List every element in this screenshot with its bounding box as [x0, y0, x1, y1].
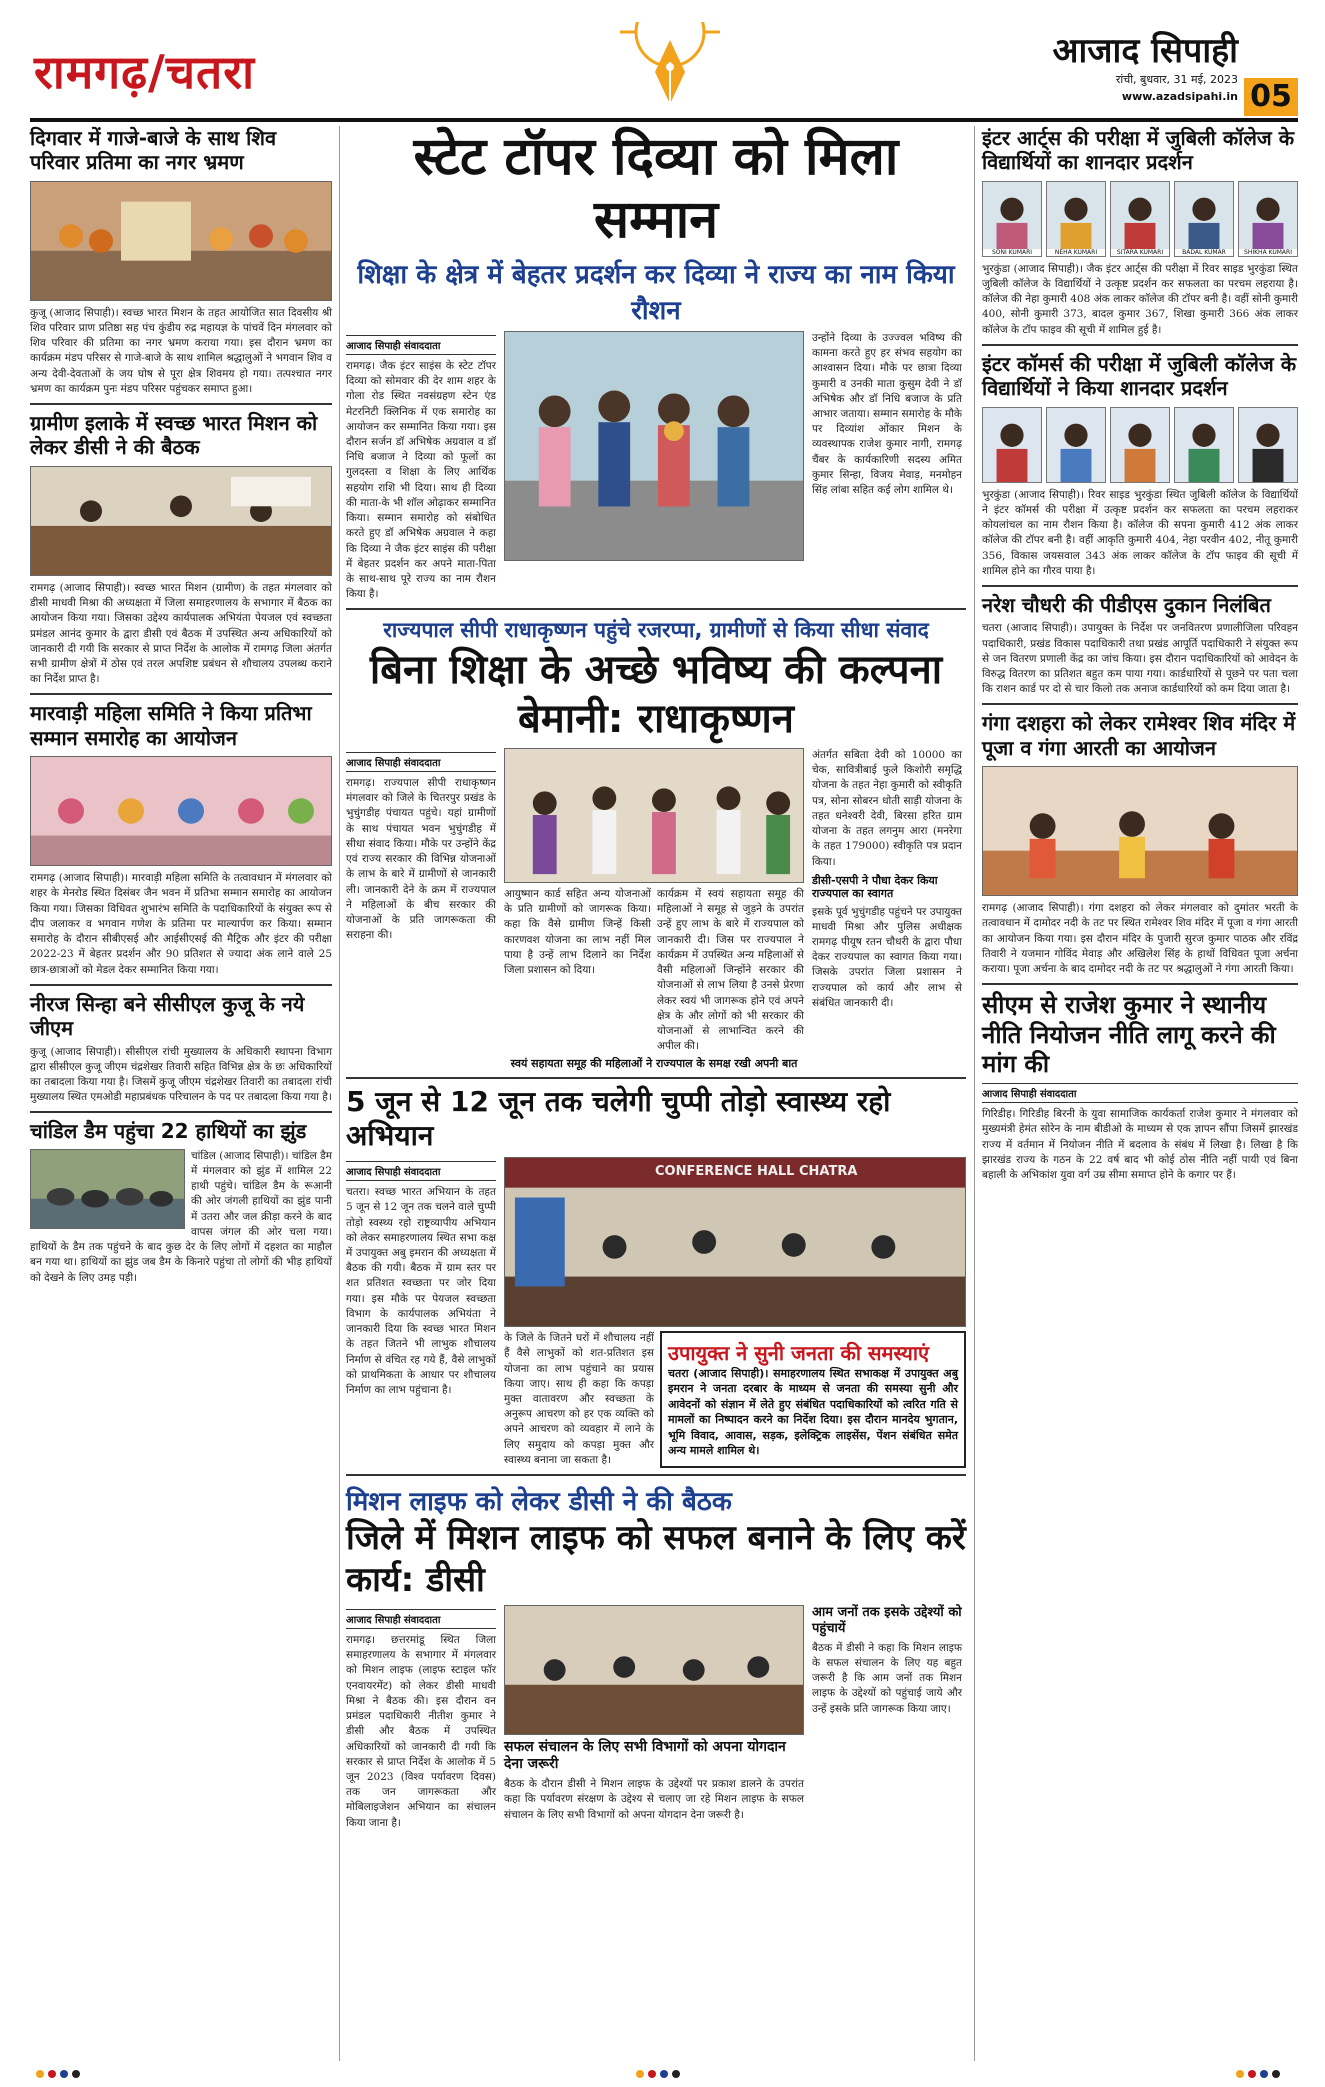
article-body: बैठक में डीसी ने कहा कि मिशन लाइफ के सफल संचालन के लिए यह बहुत जरूरी है कि आम जनों तक मिशन लाइफ के उद्देश्यों को पहुंचाई जाये और उन्हें इसके प्रति जागरूक किया जाए।	[812, 1641, 962, 1715]
boxed-headline: उपायुक्त ने सुनी जनता की समस्याएं	[668, 1341, 930, 1366]
article-headline: इंटर आर्ट्स की परीक्षा में जुबिली कॉलेज के विद्यार्थियों का शानदार प्रदर्शन	[982, 126, 1295, 175]
right-column	[982, 126, 1298, 1183]
divider	[30, 693, 332, 695]
divider	[30, 403, 332, 405]
byline: आजाद सिपाही संवाददाता	[982, 1083, 1298, 1103]
column-divider	[974, 126, 975, 2061]
divider	[30, 984, 332, 986]
student-photo	[1046, 407, 1106, 483]
middle-column	[346, 126, 966, 1831]
section-title: रामगढ़/चतरा	[34, 45, 255, 99]
footer-color-strip	[0, 2065, 1325, 2077]
divider	[30, 1111, 332, 1113]
lead-headline: स्टेट टॉपर दिव्या को मिला सम्मान	[413, 127, 899, 251]
divider	[982, 983, 1298, 985]
divider	[982, 703, 1298, 705]
student-photo	[1174, 407, 1234, 483]
article-body: इसके पूर्व भुचुंगडीह पहुंचने पर उपायुक्त माधवी मिश्रा और पुलिस अधीक्षक रामगढ़ पीयूष रतन चौधरी के द्वारा पौधा देकर राज्यपाल का स्वागत किया गया। जिसके उपरांत जिला प्रशासन ने राज्यपाल को कार्य और लाभ से संबंधित जानकारी दी।	[812, 905, 962, 1009]
article-subheadline: डीसी-एसपी ने पौधा देकर किया राज्यपाल का स्वागत	[812, 873, 938, 901]
boxed-story	[660, 1331, 966, 1468]
article-headline: नरेश चौधरी की पीडीएस दुकान निलंबित	[982, 592, 1271, 617]
divider	[982, 585, 1298, 587]
divider	[346, 1474, 966, 1476]
felicitation-photo	[30, 756, 332, 866]
column-divider	[339, 126, 340, 2061]
article-subheadline: स्वयं सहायता समूह की महिलाओं ने राज्यपाल के समक्ष रखी अपनी बात	[510, 1057, 798, 1071]
byline: आजाद सिपाही संवाददाता	[346, 752, 496, 772]
article-body: रामगढ़। छत्तरमांडू स्थित जिला समाहरणालय के सभागार में मंगलवार को मिशन लाइफ (लाइफ स्टाइल फॉर एनवायरमेंट) को लेकर डीसी माधवी मिश्रा ने बैठक की। इस दौरान वन प्रमंडल पदाधिकारी नीतीश कुमार ने डीसी और बैठक में उपस्थित अधिकारियों को जानकारी दी गयी कि सरकार से प्राप्त निर्देश के आलोक में 5 जून 2023 (विश्व पर्यावरण दिवस) तक जन जागरूकता और मोबिलाइजेशन अभियान का संचालन किया जाना है।	[346, 1634, 496, 1829]
article-body: कुजू (आजाद सिपाही)। सीसीएल रांची मुख्यालय के अधिकारी स्थापना विभाग द्वारा सीसीएल कुजू जीएम चंद्रशेखर तिवारी सहित विभिन्न क्षेत्र के छः अधिकारियों का तबादला किया गया है। जिसमें कुजू जीएम चंद्रशेखर तिवारी का तबादला रांची मुख्यालय स्थित एमओडी महाप्रबंधक परिचालन के पद पर तबादला किया गया है।	[30, 1045, 332, 1104]
article-headline: सीएम से राजेश कुमार ने स्थानीय नीति नियोजन नीति लागू करने की मांग की	[982, 991, 1276, 1078]
article-body: कुजू (आजाद सिपाही)। स्वच्छ भारत मिशन के तहत आयोजित सात दिवसीय श्री शिव परिवार प्राण प्रतिष्ठा सह पंच कुंडीय रुद्र महायज्ञ के पांचवें दिन मंगलवार को शिव परिवार की प्रतिमा का नगर भ्रमण कराया गया। इस दौरान भ्रमण का कार्यक्रम मंडप परिसर से गाजे-बाजे के साथ शामिल श्रद्धालुओं ने भगवान शिव व अन्य देवी-देवताओं के जय घोष से पूरा क्षेत्र शिवमय हो गया। तत्पश्चात नगर भ्रमण का कार्यक्रम पुनः मंडप परिसर पहुंचकर समाप्त हुआ।	[30, 306, 332, 395]
article-headline: बिना शिक्षा के अच्छे भविष्य की कल्पना बेमानी: राधाकृष्णन	[369, 647, 943, 743]
kicker: मिशन लाइफ को लेकर डीसी ने की बैठक	[346, 1487, 732, 1518]
article-body: रामगढ़। राज्यपाल सीपी राधाकृष्णन मंगलवार को जिले के चितरपुर प्रखंड के भुचुंगडीह पंचायत पहुंचे। यहां ग्रामीणों के साथ पंचायत भवन भुचुंगडीह में सीधा संवाद किया। मौके पर उन्होंने केंद्र एवं राज्य सरकार की विभिन्न योजनाओं के लाभ के बारे में ग्रामीणों से जानकारी ली। जानकारी देने के क्रम में राज्यपाल ने महिलाओं के बीच सरकार की योजनाओं के प्रति जागरूकता की सराहना की।	[346, 776, 496, 942]
article-headline: जिले में मिशन लाइफ को सफल बनाने के लिए करें कार्य: डीसी	[346, 1518, 966, 1600]
website: www.azadsipahi.in	[1121, 90, 1238, 103]
article-body: रामगढ़ (आजाद सिपाही)। गंगा दशहरा को लेकर मंगलवार को दुमांतर भरती के तत्वावधान में दामोदर नदी के तट पर स्थित रामेश्वर शिव मंदिर में पूजा व गंगा आरती का आयोजन किया गया। इस दौरान मंदिर के पुजारी सुरज कुमार पाठक और रविंद्र तिवारी ने यजमान गोविंद मेवाड़ और अखिलेश सिंह के हाथों विधिवत पूजा अर्चना कराया। पूजा अर्चना के बाद दामोदर नदी के तट पर श्रद्धालुओं ने गंगा आरती किया।	[982, 902, 1298, 976]
article-subheadline: सफल संचालन के लिए सभी विभागों को अपना योगदान देना जरूरी	[504, 1739, 786, 1773]
article-headline: गंगा दशहरा को लेकर रामेश्वर शिव मंदिर में पूजा व गंगा आरती का आयोजन	[982, 711, 1296, 760]
article-body: भुरकुंडा (आजाद सिपाही)। रिवर साइड भुरकुंडा स्थित जुबिली कॉलेज के विद्यार्थियों ने इंटर कॉमर्स की परीक्षा में उत्कृष्ट प्रदर्शन कर सफलता का परचम लहराकर कोयलांचल का नाम रौशन किया है। कॉलेज की सपना कुमारी 412 अंक लाकर कॉलेज की टॉपर बनी है। वहीं आकृति कुमारी 404, नेहा परवीन 402, नीतू कुमारी 356, विकास जयसवाल 343 अंक लाकर कॉलेज के टॉप फाइव की सूची में शामिल होने का गौरव पाया है।	[982, 488, 1298, 577]
article-headline: 5 जून से 12 जून तक चलेगी चुप्पी तोड़ो स्वास्थ्य रहो अभियान	[346, 1084, 891, 1152]
article-body: चतरा (आजाद सिपाही)। उपायुक्त के निर्देश पर जनवितरण प्रणालीजिला परिवहन पदाधिकारी, प्रखंड विकास पदाधिकारी तथा प्रखंड आपूर्ति पदाधिकारी ने संयुक्त रूप से जन वितरण प्रणाली केंद्र का जांच किया। इस दौरान पदाधिकारियों को आवेदन के विरुद्ध वितरण का प्रतिशत बहुत कम पाया गया। कार्डधारियों से पूछने पर पता चला कि राशन कार्ड पर दो से चार किलो तक अनाज कार्डधारियों को कम दिया जाता है।	[982, 622, 1298, 696]
procession-photo	[30, 181, 332, 301]
article-headline: ग्रामीण इलाके में स्वच्छ भारत मिशन को लेकर डीसी ने की बैठक	[30, 411, 318, 460]
elephants-photo	[30, 1149, 185, 1229]
governor-photo	[504, 748, 804, 883]
student-photo: SONI KUMARI	[982, 181, 1042, 257]
article-body: कार्यक्रम में स्वयं सहायता समूह की महिलाओं ने समूह से जुड़ने के उपरांत उन्हें हुए लाभ के बारे में राज्यपाल को जानकारी दी। जिस पर राज्यपाल ने कार्यक्रम में उपस्थित अन्य महिलाओं से वैसी महिलाओं जिन्होंने सरकार की योजनाओं से लाभ लिया है उनसे प्रेरणा लेकर स्वयं भी जागरूक होने एवं अपने क्षेत्र के और लोगों को भी सरकार की योजनाओं से लाभान्वित करने की अपील की।	[657, 887, 804, 1053]
divider	[982, 344, 1298, 346]
page-number: 05	[1244, 78, 1298, 116]
dateline: रांची, बुधवार, 31 मई, 2023	[1115, 73, 1238, 86]
kicker: राज्यपाल सीपी राधाकृष्णन पहुंचे रजरप्पा, ग्रामीणों से किया सीधा संवाद	[383, 618, 929, 643]
article-body: चतरा। स्वच्छ भारत अभियान के तहत 5 जून से 12 जून तक चलने वाले चुप्पी तोड़ो स्वस्थ्य रहो राष्ट्रव्यापीय अभियान को लेकर समाहरणालय स्थित सभा कक्ष में उपायुक्त अबु इमरान की अध्यक्षता में बैठक की गयी। बैठक में ग्राम स्तर पर शत प्रतिशत स्वच्छता पर जोर दिया गया। इस मौके पर पेयजल स्वच्छता विभाग के कार्यपालक अभियंता ने जानकारी दिया कि स्वच्छ भारत मिशन के तहत जितने भी लाभुक शौचालय निर्माण से वंचित रह गये हैं, वैसे लाभुकों को प्राथमिकता के आधार पर शौचालय निर्माण का लाभ पहुंचाना है।	[346, 1186, 496, 1396]
student-photo: SHIKHA KUMARI	[1238, 181, 1298, 257]
mission-life-meeting-photo	[504, 1605, 804, 1735]
conference-hall-photo	[504, 1157, 966, 1327]
article-headline: दिगवार में गाजे-बाजे के साथ शिव परिवार प्रतिमा का नगर भ्रमण	[30, 126, 277, 175]
boxed-body: चतरा (आजाद सिपाही)। समाहरणालय स्थित सभाकक्ष में उपायुक्त अबु इमरान ने जनता दरबार के माध्यम से जनता की समस्या सुनी और आवेदनों को संज्ञान में लेते हुए संबंधित पदाधिकारियों को त्वरित गति से मामलों का निष्पादन करने का निर्देश दिया। इस दौरान मानदेय भुगतान, भूमि विवाद, आवास, सड़क, इलेक्ट्रिक लाइसेंस, पेंशन संबंधित समेत अन्य मामले शामिल थे।	[668, 1367, 958, 1458]
student-photos	[982, 407, 1298, 483]
student-photo	[982, 407, 1042, 483]
photo-banner: CONFERENCE HALL CHATRA	[655, 1164, 858, 1180]
student-photo	[1110, 407, 1170, 483]
student-photos	[982, 181, 1298, 257]
article-body: गिरिडीह। गिरिडीह बिरनी के युवा सामाजिक कार्यकर्ता राजेश कुमार ने मंगलवार को मुख्यमंत्री हेमंत सोरेन के नाम बीडीओ के माध्यम से एक ज्ञापन सौंपा जिसमें झारखंड राज्य में वर्तमान में नियोजन नीति में बदलाव के संबंध में लिखा है। लिखा है कि झारखंड राज्य के गठन के 22 वर्ष बाद भी कोई ठोस नीति नहीं पायी एवं बिना बहाली के अभिकांश युवा वर्ग उम्र सीमा समाप्त होने के कगार पर हैं।	[982, 1108, 1298, 1181]
student-photo: NEHA KUMARI	[1046, 181, 1106, 257]
newspaper-brand: आजाद सिपाही	[1052, 31, 1238, 71]
article-body: के जिले के जितने घरों में शौचालय नहीं हैं वैसे लाभुकों को शत-प्रतिशत इस योजना का लाभ पहुंचाने का प्रयास किया जाए। साथ ही कहा कि कपड़ा मुक्त वातावरण और स्वच्छता के अनुरूप आचरण को हर एक व्यक्ति को अपने आचरण को व्यवहार में लाने के लिए समुदाय को कपड़ा मुक्त और स्वास्थ्य बनाना जा सकता है।	[504, 1332, 654, 1466]
article-body: उन्होंने दिव्या के उज्ज्वल भविष्य की कामना करते हुए हर संभव सहयोग का आश्वासन दिया। मौके पर छात्रा दिव्या कुमारी व उनकी माता कुसुम देवी ने डॉ अभिषेक और डॉ निधि बजाज के प्रति आभार जताया। सम्मान समारोह के मौके पर दिव्यांश ओंकार मिशन के व्यवस्थापक राजेश कुमार नागी, रामगढ़ चैंबर के कार्यकारिणी सदस्य अमित कुमार सिन्हा, विजय मेवाड़, मनमोहन सिंह लांबा सहित कई लोग शामिल थे।	[812, 331, 962, 497]
article-body: भुरकुंडा (आजाद सिपाही)। जैक इंटर आर्ट्स की परीक्षा में रिवर साइड भुरकुंडा स्थित जुबिली कॉलेज के विद्यार्थियों ने उत्कृष्ट प्रदर्शन कर सफलता का परचम लहराया है। कॉलेज की नेहा कुमारी 408 अंक लाकर कॉलेज की टॉपर बनी है। वहीं सोनी कुमारी 400, सोनी कुमारी 373, बादल कुमार 367, शिखा कुमारी 366 अंक लाकर कॉलेज के टॉप फाइव की सूची में शामिल हुई है।	[982, 262, 1298, 336]
article-body: आयुष्मान कार्ड सहित अन्य योजनाओं के प्रति ग्रामीणों को जागरूक किया। कहा कि वैसे ग्रामीण जिन्हें किसी कारणवश योजना का लाभ नहीं मिल पाया है उन्हें लाभ दिलाने का निर्देश जिला प्रशासन को दिया।	[504, 887, 651, 977]
student-photo: BADAL KUMAR	[1174, 181, 1234, 257]
article-headline: मारवाड़ी महिला समिति ने किया प्रतिभा सम्मान समारोह का आयोजन	[30, 701, 312, 750]
article-headline: चांडिल डैम पहुंचा 22 हाथियों का झुंड	[30, 1119, 307, 1144]
article-body: रामगढ़ (आजाद सिपाही)। मारवाड़ी महिला समिति के तत्वावधान में मंगलवार को शहर के मेनरोड स्थित दिसंबर जैन भवन में प्रतिभा सम्मान समारोह का आयोजन किया गया। जिसका विधिवत शुभारंभ समिति के पदाधिकारियों के संयुक्त रूप से दीप जलाकर व भगवान गणेश के प्रतिमा पर माल्यार्पण कर किया। सम्मान समारोह के दौरान सीबीएसई और आईसीएसई की मैट्रिक और इंटर की परीक्षा 2022-23 में बेहतर प्रदर्शन और 90 प्रतिशत से ज्यादा अंक लाने वाले 25 छात्र-छात्राओं को मेडल देकर सम्मानित किया गया।	[30, 872, 332, 976]
article-body: चांडिल (आजाद सिपाही)। चांडिल डैम में मंगलवार को झुंड में शामिल 22 हाथी पहुंचे। चांडिल डैम के रूआनी की ओर जंगली हाथियों का झुंड पानी में उतरा और जल क्रीड़ा करने के बाद वापस जंगल की ओर चला गया। हाथियों के डैम तक पहुंचने के बाद कुछ देर के लिए लोगों में दहशत का माहौल बन गया था। हाथियों का झुंड जब डैम के किनारे पहुंचा तो लोगों की भीड़ हाथियों को देखने के लिए उमड़ पड़ी।	[30, 1149, 332, 1284]
byline: आजाद सिपाही संवाददाता	[346, 335, 496, 355]
article-body: अंतर्गत सबिता देवी को 10000 का चेक, सावित्रीबाई फुले किशोरी समृद्धि योजना के तहत नेहा कुमारी को स्वीकृति पत्र, सोना सोबरन धोती साड़ी योजना के तहत धनेश्वरी देवी, बिरसा हरित ग्राम योजना के तहत लगनुम आरा (मनरेगा के तहत 179000) स्वीकृति पत्र प्रदान किया।	[812, 748, 962, 868]
student-photo: SITARA KUMARI	[1110, 181, 1170, 257]
masthead-rule	[30, 118, 1298, 122]
left-column	[30, 126, 332, 1286]
meeting-photo	[30, 466, 332, 576]
divider	[346, 1077, 966, 1079]
pen-nib-logo-icon	[615, 22, 725, 117]
article-headline: नीरज सिन्हा बने सीसीएल कुजू के नये जीएम	[30, 991, 305, 1041]
masthead	[30, 22, 1298, 117]
article-body: रामगढ़। जैक इंटर साइंस के स्टेट टॉपर दिव्या को सोमवार की देर शाम शहर के गोला रोड स्थित नवसंग्रहण स्टेन एंड मेटरनिटी क्लिनिक में एक समारोह का आयोजन कर सम्मानित किया गया। इस दौरान सर्जन डॉ अभिषेक अग्रवाल व डॉ निधि बजाज ने दिव्या को फूलों का गुलदस्ता व शिक्षा के लिए आर्थिक सहयोग राशि भी दिया। साथ ही दिव्या की माता-के भी शॉल ओढ़ाकर सम्मानित किया। सम्मान समारोह को संबोधित करते हुए डॉ अभिषेक अग्रवाल ने कहा कि दिव्या ने जैक इंटर साइंस की परीक्षा में बेहतर प्रदर्शन कर अपने माता-पिता के साथ-साथ पूरे राज्य का नाम रौशन किया है।	[346, 359, 496, 601]
article-headline: इंटर कॉमर्स की परीक्षा में जुबिली कॉलेज के विद्यार्थियों ने किया शानदार प्रदर्शन	[982, 351, 1297, 401]
award-photo	[504, 331, 804, 561]
article-body: बैठक के दौरान डीसी ने मिशन लाइफ के उद्देश्यों पर प्रकाश डालने के उपरांत कहा कि पर्यावरण संरक्षण के उद्देश्य से चलाए जा रहे मिशन लाइफ के सफल संचालन के लिए सभी विभागों को अपना योगदान देना जरूरी है।	[504, 1778, 804, 1821]
byline: आजाद सिपाही संवाददाता	[346, 1161, 496, 1181]
divider	[346, 608, 966, 610]
ganga-aarti-photo	[982, 766, 1298, 896]
byline: आजाद सिपाही संवाददाता	[346, 1609, 496, 1629]
lead-subheadline: शिक्षा के क्षेत्र में बेहतर प्रदर्शन कर दिव्या ने राज्य का नाम किया रौशन	[357, 259, 955, 326]
article-subheadline: आम जनों तक इसके उद्देश्यों को पहुंचायें	[812, 1605, 962, 1636]
student-photo	[1238, 407, 1298, 483]
article-body: रामगढ़ (आजाद सिपाही)। स्वच्छ भारत मिशन (ग्रामीण) के तहत मंगलवार को डीसी माधवी मिश्रा की अध्यक्षता में जिला समाहरणालय के सभागार में बैठक का आयोजन किया गया। जिसका उद्देश्य कार्यपालक अभियंता पेयजल एवं स्वच्छता प्रमंडल आनंद कुमार के द्वारा डीसी एवं बैठक में उपस्थित अन्य अधिकारियों को जानकारी दी गयी कि सरकार से प्राप्त निर्देश के आलोक में रामगढ़ जिला अंतर्गत सभी ग्रामीण क्षेत्रों में ठोस एवं तरल अपशिष्ट प्रबंधन से शौचालय उपलब्ध कराने का निर्देश प्राप्त है।	[30, 581, 332, 686]
